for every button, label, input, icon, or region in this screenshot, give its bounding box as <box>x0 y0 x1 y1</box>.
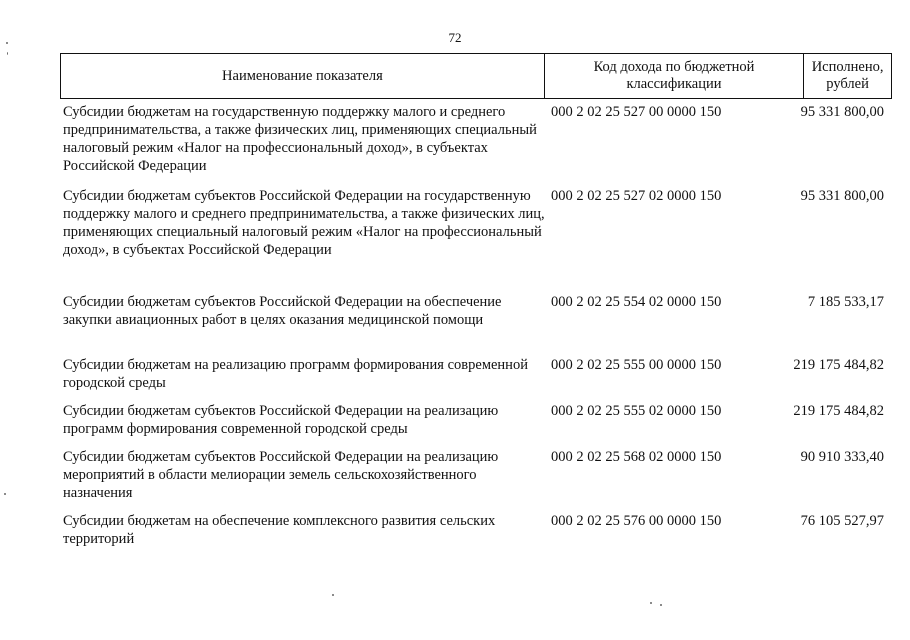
row-name: Субсидии бюджетам на реализацию программ формирования современной городской среды <box>63 357 528 391</box>
scan-speck <box>332 594 334 596</box>
row-name: Субсидии бюджетам на обеспечение комплексного развития сельских территорий <box>63 513 496 547</box>
table-row <box>60 293 892 329</box>
row-code: 000 2 02 25 568 02 0000 150 <box>551 449 722 465</box>
row-amount: 219 175 484,82 <box>793 403 884 419</box>
header-name: Наименование показателя <box>222 67 383 84</box>
header-amount: Исполнено, рублей <box>803 54 891 98</box>
row-name: Субсидии бюджетам субъектов Российской Федерации на государственную поддержку малого и среднего предпринимательства, а также физических лиц, применяющих специальный налоговый режим «Налог на профессиональный доход», в субъектах Российской Федерации <box>63 188 545 258</box>
header-code: Код дохода по бюджетной классификации <box>544 54 803 98</box>
row-amount: 219 175 484,82 <box>793 357 884 373</box>
row-amount: 90 910 333,40 <box>800 449 884 465</box>
table-row <box>60 512 892 548</box>
table-row <box>60 187 892 259</box>
row-name: Субсидии бюджетам субъектов Российской Федерации на реализацию программ формирования современной городской среды <box>63 403 499 437</box>
table-row <box>60 448 892 502</box>
row-name: Субсидии бюджетам субъектов Российской Федерации на реализацию мероприятий в области мелиорации земель сельскохозяйственного назначения <box>63 449 499 501</box>
row-code: 000 2 02 25 576 00 0000 150 <box>551 513 722 529</box>
row-amount: 7 185 533,17 <box>807 294 884 310</box>
scan-speck <box>660 604 662 606</box>
table-row <box>60 356 892 392</box>
scan-speck <box>6 42 8 44</box>
row-amount: 76 105 527,97 <box>800 513 884 529</box>
row-code: 000 2 02 25 527 02 0000 150 <box>551 188 722 204</box>
table-header <box>60 53 892 99</box>
scan-speck <box>4 493 6 495</box>
row-name: Субсидии бюджетам на государственную поддержку малого и среднего предпринимательства, а также физических лиц, применяющих специальный налоговый режим «Налог на профессиональный доход», в субъектах Российской Федерации <box>63 104 537 174</box>
row-code: 000 2 02 25 555 00 0000 150 <box>551 357 722 373</box>
scan-speck <box>7 52 8 55</box>
row-name: Субсидии бюджетам субъектов Российской Федерации на обеспечение закупки авиационных работ в целях оказания медицинской помощи <box>63 294 502 328</box>
row-code: 000 2 02 25 554 02 0000 150 <box>551 294 722 310</box>
table-row <box>60 103 892 175</box>
budget-table <box>60 53 892 547</box>
row-amount: 95 331 800,00 <box>800 188 884 204</box>
row-code: 000 2 02 25 527 00 0000 150 <box>551 104 722 120</box>
row-code: 000 2 02 25 555 02 0000 150 <box>551 403 722 419</box>
table-row <box>60 402 892 438</box>
row-amount: 95 331 800,00 <box>800 104 884 120</box>
page-number: 72 <box>448 30 462 45</box>
scan-speck <box>650 602 652 604</box>
